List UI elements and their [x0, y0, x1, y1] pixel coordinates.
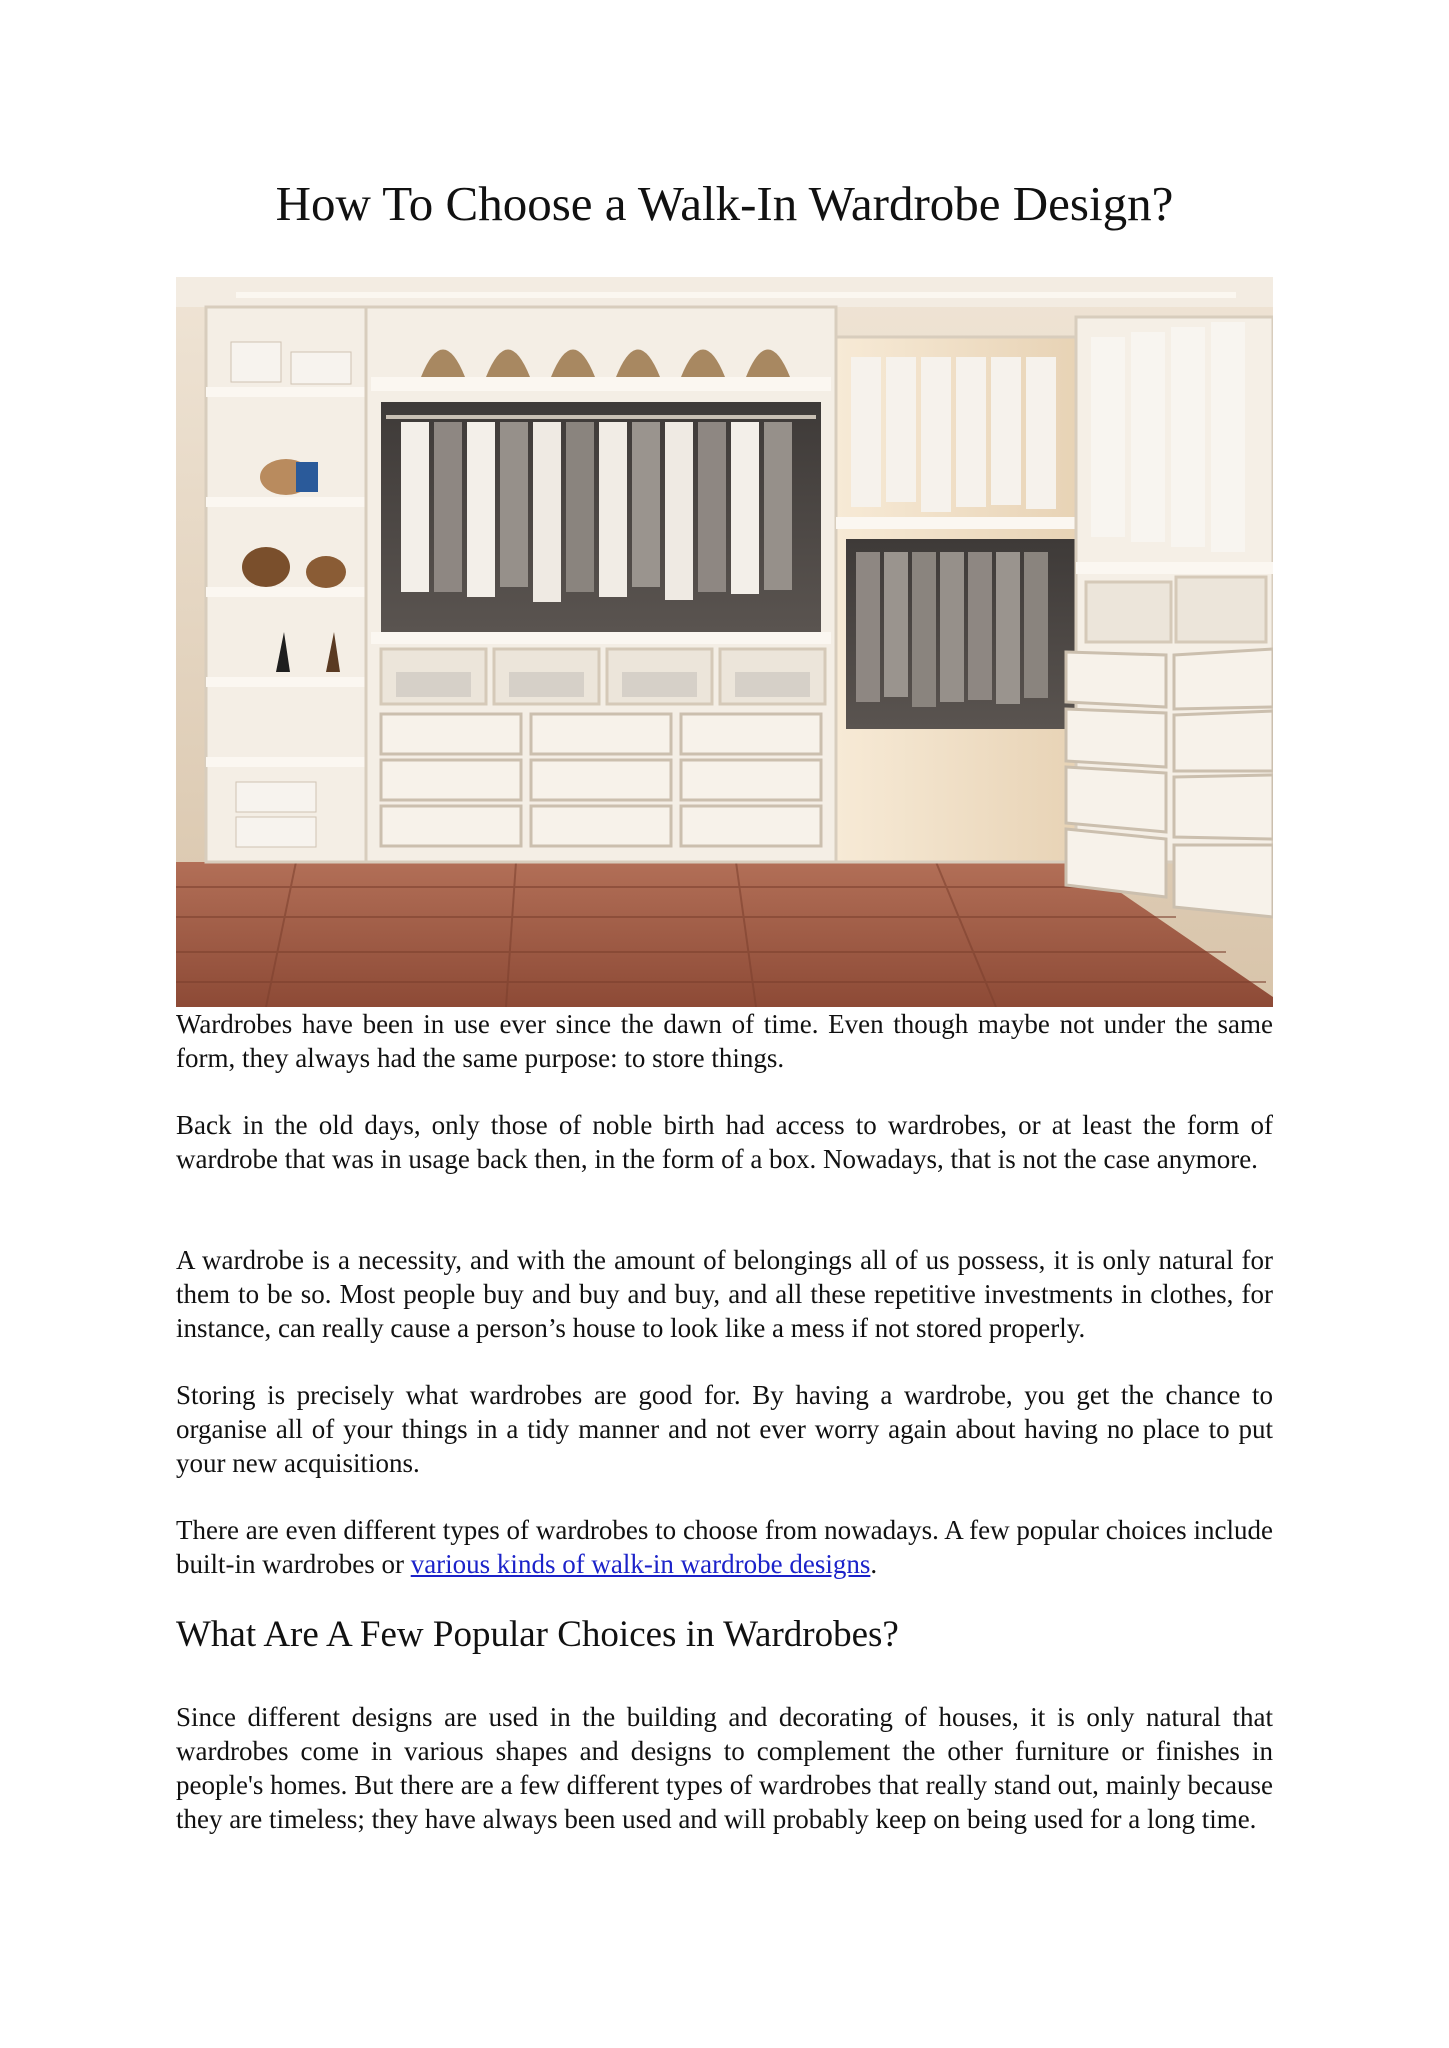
- paragraph-3: A wardrobe is a necessity, and with the amount of belongings all of us possess, it is only natural for them to be so. Most people buy and buy and buy, and all these repetitive investments in clothes, for instance, can really cause a person’s house to look like a mess if not stored properly.: [176, 1245, 1273, 1343]
- page-title: How To Choose a Walk-In Wardrobe Design?: [275, 176, 1174, 231]
- paragraph-5: [176, 1513, 1273, 1581]
- section-paragraph: Since different designs are used in the building and decorating of houses, it is only natural that wardrobes come in various shapes and designs to complement the other furniture or finishes in people's homes. But there are a few different types of wardrobes that really stand out, mainly because they are timeless; they have always been used and will probably keep on being used for a long time.: [176, 1702, 1273, 1834]
- paragraph-5-text-after: .: [870, 1549, 878, 1579]
- paragraph-4: Storing is precisely what wardrobes are good for. By having a wardrobe, you get the chance to organise all of your things in a tidy manner and not ever worry again about having no place to put your new acquisitions.: [176, 1380, 1273, 1478]
- paragraph-5-text-before: There are even different types of wardrobes to choose from nowadays. A few popular choices include built-in wardrobes or: [176, 1515, 1273, 1579]
- section-heading: What Are A Few Popular Choices in Wardrobes?: [176, 1614, 899, 1655]
- paragraph-2: Back in the old days, only those of noble birth had access to wardrobes, or at least the form of wardrobe that was in usage back then, in the form of a box. Nowadays, that is not the case anymore.: [176, 1110, 1273, 1174]
- paragraph-1: Wardrobes have been in use ever since the dawn of time. Even though maybe not under the same form, they always had the same purpose: to store things.: [176, 1009, 1273, 1073]
- walk-in-wardrobe-designs-link[interactable]: various kinds of walk-in wardrobe designs: [410, 1549, 871, 1579]
- walk-in-wardrobe-photo: [176, 277, 1273, 1007]
